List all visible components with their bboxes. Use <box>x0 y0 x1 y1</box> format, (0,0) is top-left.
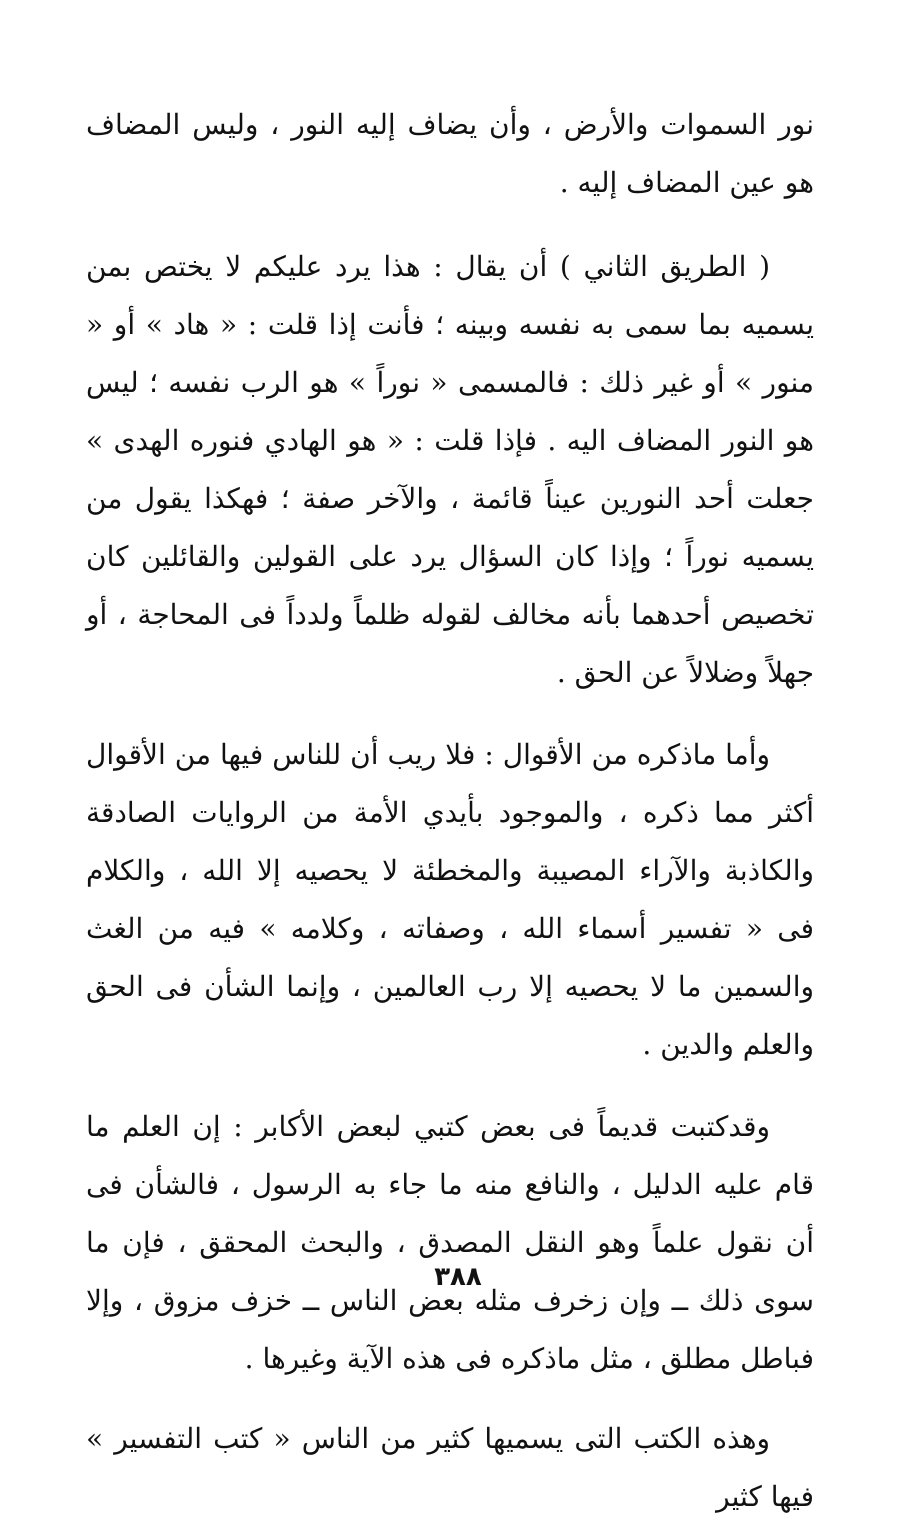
page-body <box>86 96 814 1526</box>
paragraph-4: وقدكتبت قديماً فى بعض كتبي لبعض الأكابر : إن العلم ما قام عليه الدليل ، والنافع منه ما جاء به الرسول ، فالشأن فى أن نقول علماً وهو النقل المصدق ، والبحث المحقق ، فإن ما سوى ذلك ــ وإن زخرف مثله بعض الناس ــ خزف مزوق ، وإلا فباطل مطلق ، مثل ماذكره فى هذه الآية وغيرها . <box>86 1110 814 1375</box>
page-number: ٣٨٨ <box>434 1262 482 1292</box>
paragraph-3: وأما ماذكره من الأقوال : فلا ريب أن للناس فيها من الأقوال أكثر مما ذكره ، والموجود بأيدي الأمة من الروايات الصادقة والكاذبة والآراء المصيبة والمخطئة لا يحصيه إلا الله ، والكلام فى « تفسير أسماء الله ، وصفاته ، وكلامه » فيه من الغث والسمين ما لا يحصيه إلا رب العالمين ، وإنما الشأن فى الحق والعلم والدين . <box>86 738 814 1061</box>
paragraph-2: ( الطريق الثاني ) أن يقال : هذا يرد عليكم لا يختص بمن يسميه بما سمى به نفسه وبينه ؛ فأنت إذا قلت : « هاد » أو « منور » أو غير ذلك : فالمسمى « نوراً » هو الرب نفسه ؛ ليس هو النور المضاف اليه . فإذا قلت : « هو الهادي فنوره الهدى » جعلت أحد النورين عيناً قائمة ، والآخر صفة ؛ فهكذا يقول من يسميه نوراً ؛ وإذا كان السؤال يرد على القولين والقائلين كان تخصيص أحدهما بأنه مخالف لقوله ظلماً ولدداً فى المحاجة ، أو جهلاً وضلالاً عن الحق . <box>86 250 814 689</box>
paragraph-5: وهذه الكتب التى يسميها كثير من الناس « كتب التفسير » فيها كثير <box>86 1422 814 1513</box>
paragraph-1: نور السموات والأرض ، وأن يضاف إليه النور ، وليس المضاف هو عين المضاف إليه . <box>86 108 814 199</box>
